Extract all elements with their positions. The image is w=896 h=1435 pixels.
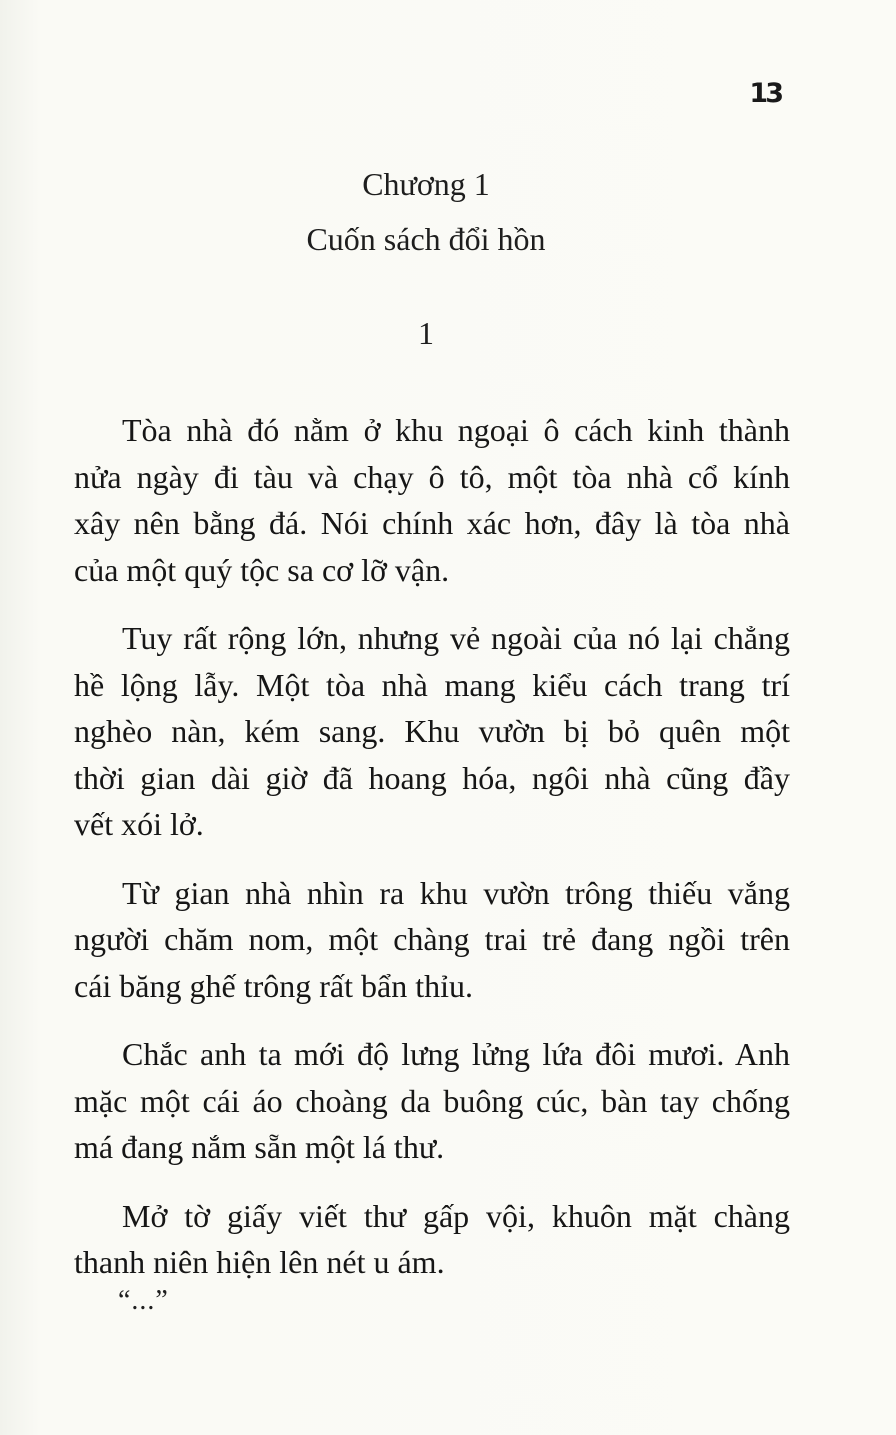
text-line: hề lộng lẫy. Một tòa nhà mang kiểu cách trang trí xyxy=(74,666,790,703)
text-line: của một quý tộc sa cơ lỡ vận. xyxy=(74,551,450,588)
paragraph-5 xyxy=(74,1193,790,1286)
text-line: Mở tờ giấy viết thư gấp vội, khuôn mặt chàng xyxy=(122,1197,790,1234)
paragraph-1 xyxy=(74,407,790,593)
paragraph-4 xyxy=(74,1031,790,1171)
paragraph-3 xyxy=(74,870,790,1010)
text-line: nửa ngày đi tàu và chạy ô tô, một tòa nhà cổ kính xyxy=(74,458,790,495)
text-line: Tuy rất rộng lớn, nhưng vẻ ngoài của nó lại chẳng xyxy=(122,620,790,656)
text-line: cái băng ghế trông rất bẩn thỉu. xyxy=(74,967,473,1004)
text-line: thời gian dài giờ đã hoang hóa, ngôi nhà cũng đầy xyxy=(74,759,790,796)
text-line: xây nên bằng đá. Nói chính xác hơn, đây là tòa nhà xyxy=(74,505,790,541)
section-number: 1 xyxy=(418,315,434,351)
text-line: nghèo nàn, kém sang. Khu vườn bị bỏ quên một xyxy=(74,713,790,749)
page-number: 13 xyxy=(749,78,781,109)
text-line: Chắc anh ta mới độ lưng lửng lứa đôi mươi. Anh xyxy=(122,1036,790,1072)
chapter-label: Chương 1 xyxy=(362,166,490,202)
text-line: mặc một cái áo choàng da buông cúc, bàn tay chống xyxy=(74,1082,790,1119)
text-line: thanh niên hiện lên nét u ám. xyxy=(74,1244,445,1280)
paragraph-2 xyxy=(74,615,790,848)
text-line: vết xói lở. xyxy=(74,806,204,842)
text-line: má đang nắm sẵn một lá thư. xyxy=(74,1129,445,1165)
text-line: Tòa nhà đó nằm ở khu ngoại ô cách kinh thành xyxy=(122,412,790,448)
closing-dialogue: “...” xyxy=(118,1285,169,1316)
text-line: Từ gian nhà nhìn ra khu vườn trông thiếu vắng xyxy=(122,874,790,911)
text-line: người chăm nom, một chàng trai trẻ đang ngồi trên xyxy=(74,921,790,957)
body-text xyxy=(74,407,790,1308)
chapter-title: Cuốn sách đổi hồn xyxy=(306,221,546,257)
